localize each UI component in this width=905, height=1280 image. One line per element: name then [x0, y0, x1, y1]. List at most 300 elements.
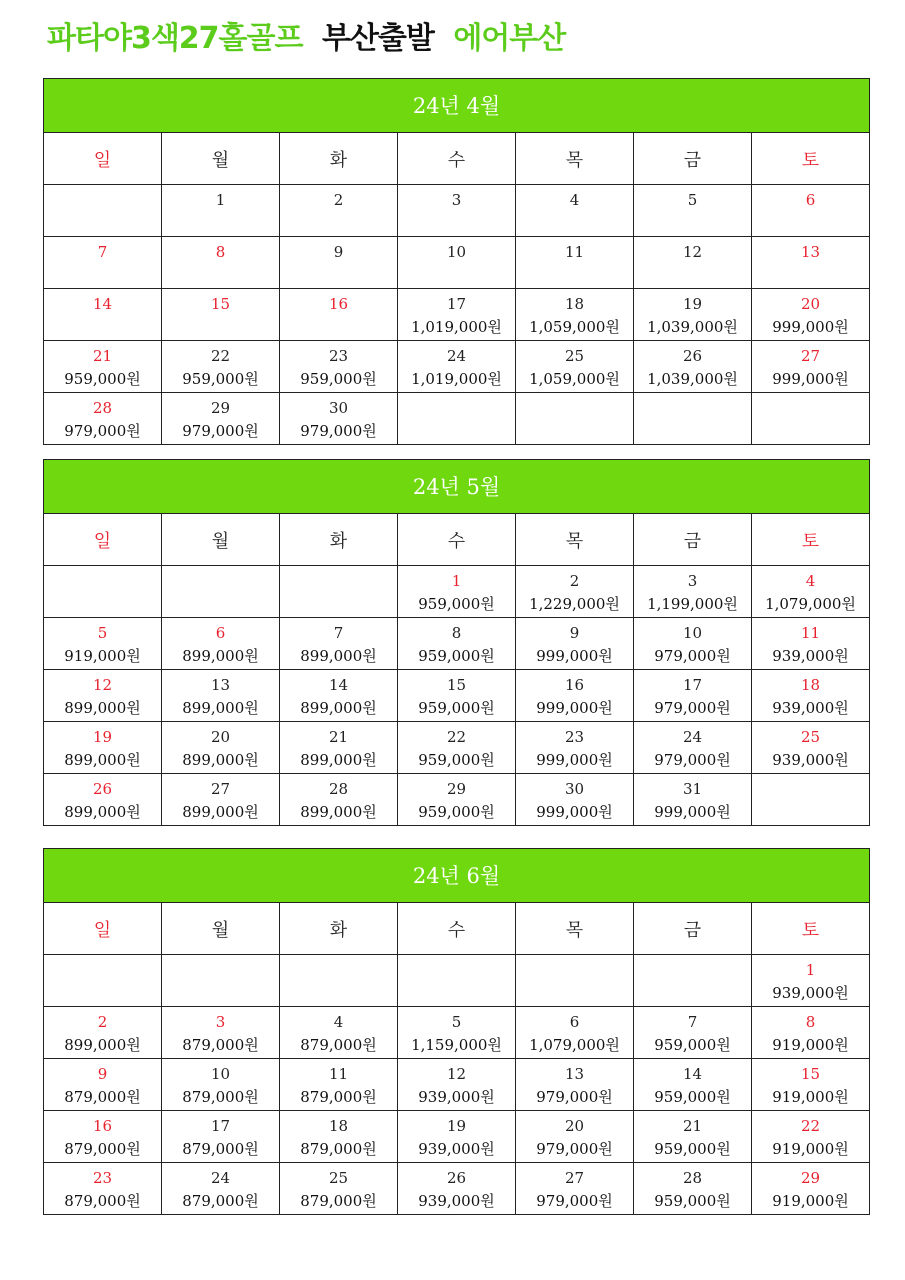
day-cell	[752, 774, 870, 826]
day-number: 27	[800, 347, 821, 365]
day-number: 21	[92, 347, 113, 365]
day-number: 3	[451, 191, 462, 209]
day-price: 959,000원	[418, 751, 495, 769]
day-cell	[634, 566, 752, 618]
week-row	[44, 289, 870, 341]
day-cell	[516, 289, 634, 341]
day-price: 879,000원	[182, 1192, 259, 1210]
weekday-cell: 일	[44, 514, 162, 566]
day-price: 899,000원	[64, 803, 141, 821]
day-price: 939,000원	[772, 699, 849, 717]
day-number: 25	[328, 1169, 349, 1187]
day-cell	[162, 618, 280, 670]
day-cell	[398, 1111, 516, 1163]
day-cell	[44, 237, 162, 289]
day-number: 5	[451, 1013, 462, 1031]
calendar-grid	[43, 513, 870, 826]
day-number: 1	[451, 572, 462, 590]
day-price: 1,039,000원	[647, 318, 738, 336]
day-cell	[280, 566, 398, 618]
week-row	[44, 955, 870, 1007]
day-number: 16	[564, 676, 585, 694]
day-cell	[634, 670, 752, 722]
day-price: 939,000원	[418, 1192, 495, 1210]
day-price: 879,000원	[64, 1192, 141, 1210]
day-price: 1,079,000원	[765, 595, 856, 613]
day-price: 899,000원	[182, 699, 259, 717]
day-number: 16	[92, 1117, 113, 1135]
day-price: 899,000원	[64, 1036, 141, 1054]
weekday-row	[44, 903, 870, 955]
week-row	[44, 566, 870, 618]
day-number: 5	[97, 624, 108, 642]
weekday-cell: 일	[44, 133, 162, 185]
day-cell	[398, 955, 516, 1007]
day-cell	[280, 955, 398, 1007]
day-number: 18	[800, 676, 821, 694]
day-cell	[162, 566, 280, 618]
day-cell	[44, 341, 162, 393]
day-price: 959,000원	[64, 370, 141, 388]
weekday-cell: 수	[398, 903, 516, 955]
day-price: 939,000원	[772, 647, 849, 665]
day-price: 979,000원	[654, 751, 731, 769]
day-cell	[752, 955, 870, 1007]
day-price: 939,000원	[772, 984, 849, 1002]
week-row	[44, 618, 870, 670]
day-cell	[516, 1007, 634, 1059]
day-number: 17	[682, 676, 703, 694]
day-number: 27	[210, 780, 231, 798]
day-number: 18	[564, 295, 585, 313]
day-number: 3	[687, 572, 698, 590]
day-number: 6	[215, 624, 226, 642]
weekday-cell: 토	[752, 514, 870, 566]
week-row	[44, 237, 870, 289]
day-cell	[752, 566, 870, 618]
day-cell	[398, 237, 516, 289]
day-price: 939,000원	[418, 1088, 495, 1106]
day-price: 959,000원	[654, 1036, 731, 1054]
weekday-cell: 화	[280, 514, 398, 566]
day-cell	[162, 1007, 280, 1059]
day-number: 20	[564, 1117, 585, 1135]
day-cell	[752, 722, 870, 774]
day-number: 2	[333, 191, 344, 209]
day-cell	[44, 1111, 162, 1163]
title-airline: 에어부산	[453, 21, 566, 56]
weekday-cell: 월	[162, 903, 280, 955]
day-cell	[162, 393, 280, 445]
day-number: 30	[564, 780, 585, 798]
day-number: 4	[333, 1013, 344, 1031]
day-cell	[398, 1059, 516, 1111]
day-price: 959,000원	[418, 699, 495, 717]
weekday-cell: 목	[516, 903, 634, 955]
day-cell	[44, 722, 162, 774]
weekday-cell: 목	[516, 133, 634, 185]
day-number: 9	[97, 1065, 108, 1083]
day-number: 1	[215, 191, 226, 209]
day-number: 20	[210, 728, 231, 746]
calendar-grid	[43, 902, 870, 1215]
day-cell	[162, 185, 280, 237]
day-number: 15	[210, 295, 231, 313]
day-number: 23	[328, 347, 349, 365]
day-cell	[398, 1163, 516, 1215]
day-cell	[752, 1163, 870, 1215]
day-price: 959,000원	[418, 803, 495, 821]
day-number: 29	[800, 1169, 821, 1187]
week-row	[44, 670, 870, 722]
day-number: 21	[328, 728, 349, 746]
day-number: 25	[564, 347, 585, 365]
day-price: 919,000원	[772, 1088, 849, 1106]
weekday-cell: 수	[398, 133, 516, 185]
day-cell	[634, 722, 752, 774]
day-number: 7	[687, 1013, 698, 1031]
day-number: 27	[564, 1169, 585, 1187]
day-number: 13	[210, 676, 231, 694]
day-cell	[398, 618, 516, 670]
day-cell	[162, 1059, 280, 1111]
day-number: 9	[333, 243, 344, 261]
day-number: 10	[682, 624, 703, 642]
day-number: 23	[92, 1169, 113, 1187]
day-number: 22	[210, 347, 231, 365]
day-price: 879,000원	[182, 1140, 259, 1158]
day-cell	[752, 670, 870, 722]
day-number: 24	[210, 1169, 231, 1187]
day-number: 6	[805, 191, 816, 209]
day-price: 959,000원	[418, 647, 495, 665]
day-cell	[280, 1007, 398, 1059]
day-cell	[162, 955, 280, 1007]
day-number: 22	[446, 728, 467, 746]
day-price: 999,000원	[536, 647, 613, 665]
day-price: 979,000원	[654, 647, 731, 665]
day-price: 979,000원	[64, 422, 141, 440]
day-cell	[280, 618, 398, 670]
day-price: 879,000원	[300, 1140, 377, 1158]
day-cell	[634, 774, 752, 826]
day-price: 1,039,000원	[647, 370, 738, 388]
day-price: 899,000원	[182, 803, 259, 821]
day-price: 879,000원	[64, 1140, 141, 1158]
day-cell	[44, 955, 162, 1007]
weekday-cell: 일	[44, 903, 162, 955]
day-cell	[634, 1007, 752, 1059]
day-cell	[516, 566, 634, 618]
week-row	[44, 1163, 870, 1215]
weekday-row	[44, 514, 870, 566]
day-cell	[44, 1059, 162, 1111]
day-price: 979,000원	[300, 422, 377, 440]
day-number: 10	[210, 1065, 231, 1083]
day-cell	[398, 566, 516, 618]
day-number: 1	[805, 961, 816, 979]
day-price: 979,000원	[654, 699, 731, 717]
day-number: 20	[800, 295, 821, 313]
day-cell	[516, 670, 634, 722]
day-number: 24	[446, 347, 467, 365]
day-number: 11	[328, 1065, 349, 1083]
day-number: 9	[569, 624, 580, 642]
day-cell	[752, 1059, 870, 1111]
day-number: 15	[446, 676, 467, 694]
day-cell	[634, 1059, 752, 1111]
day-number: 29	[446, 780, 467, 798]
day-cell	[516, 1111, 634, 1163]
day-price: 999,000원	[536, 699, 613, 717]
day-price: 919,000원	[772, 1192, 849, 1210]
day-cell	[280, 670, 398, 722]
day-cell	[280, 237, 398, 289]
month-calendar	[43, 78, 870, 445]
day-number: 7	[333, 624, 344, 642]
day-number: 19	[682, 295, 703, 313]
day-number: 12	[92, 676, 113, 694]
week-row	[44, 341, 870, 393]
day-number: 24	[682, 728, 703, 746]
day-number: 31	[682, 780, 703, 798]
day-price: 999,000원	[654, 803, 731, 821]
day-price: 959,000원	[418, 595, 495, 613]
day-number: 8	[805, 1013, 816, 1031]
day-cell	[398, 341, 516, 393]
day-price: 959,000원	[654, 1140, 731, 1158]
day-cell	[752, 289, 870, 341]
weekday-cell: 목	[516, 514, 634, 566]
day-number: 11	[800, 624, 821, 642]
day-cell	[162, 237, 280, 289]
day-price: 999,000원	[772, 318, 849, 336]
day-number: 23	[564, 728, 585, 746]
day-number: 3	[215, 1013, 226, 1031]
day-number: 22	[800, 1117, 821, 1135]
day-number: 28	[328, 780, 349, 798]
day-price: 959,000원	[300, 370, 377, 388]
day-price: 979,000원	[536, 1088, 613, 1106]
day-cell	[44, 1007, 162, 1059]
month-header: 24년 5월	[43, 459, 870, 513]
day-price: 899,000원	[182, 751, 259, 769]
week-row	[44, 393, 870, 445]
day-cell	[162, 289, 280, 341]
day-number: 19	[446, 1117, 467, 1135]
day-cell	[516, 722, 634, 774]
day-price: 899,000원	[300, 699, 377, 717]
day-cell	[280, 1163, 398, 1215]
day-cell	[634, 1163, 752, 1215]
day-price: 1,229,000원	[529, 595, 620, 613]
day-price: 919,000원	[772, 1036, 849, 1054]
day-price: 899,000원	[64, 699, 141, 717]
day-cell	[44, 185, 162, 237]
day-number: 12	[682, 243, 703, 261]
weekday-cell: 수	[398, 514, 516, 566]
week-row	[44, 774, 870, 826]
weekday-cell: 금	[634, 514, 752, 566]
day-cell	[752, 185, 870, 237]
day-price: 939,000원	[418, 1140, 495, 1158]
day-cell	[162, 1163, 280, 1215]
day-number: 30	[328, 399, 349, 417]
day-cell	[634, 1111, 752, 1163]
day-price: 979,000원	[536, 1192, 613, 1210]
day-cell	[634, 955, 752, 1007]
day-cell	[280, 1059, 398, 1111]
week-row	[44, 185, 870, 237]
weekday-cell: 금	[634, 133, 752, 185]
day-cell	[44, 774, 162, 826]
day-number: 8	[215, 243, 226, 261]
day-cell	[752, 341, 870, 393]
week-row	[44, 1111, 870, 1163]
day-price: 919,000원	[64, 647, 141, 665]
day-cell	[398, 722, 516, 774]
day-cell	[280, 289, 398, 341]
day-price: 899,000원	[64, 751, 141, 769]
day-price: 899,000원	[300, 751, 377, 769]
day-cell	[752, 393, 870, 445]
day-cell	[752, 1007, 870, 1059]
day-number: 14	[328, 676, 349, 694]
day-price: 1,059,000원	[529, 370, 620, 388]
day-price: 979,000원	[536, 1140, 613, 1158]
day-price: 879,000원	[300, 1036, 377, 1054]
week-row	[44, 722, 870, 774]
day-cell	[634, 618, 752, 670]
day-number: 26	[682, 347, 703, 365]
day-price: 879,000원	[182, 1088, 259, 1106]
day-number: 25	[800, 728, 821, 746]
day-number: 17	[446, 295, 467, 313]
day-number: 4	[805, 572, 816, 590]
day-cell	[398, 185, 516, 237]
day-price: 1,059,000원	[529, 318, 620, 336]
day-cell	[398, 670, 516, 722]
day-number: 7	[97, 243, 108, 261]
day-number: 18	[328, 1117, 349, 1135]
day-cell	[44, 289, 162, 341]
title-departure: 부산출발	[321, 21, 434, 56]
day-price: 959,000원	[182, 370, 259, 388]
day-price: 999,000원	[536, 803, 613, 821]
day-cell	[280, 722, 398, 774]
day-cell	[398, 1007, 516, 1059]
weekday-cell: 금	[634, 903, 752, 955]
month-header: 24년 4월	[43, 78, 870, 132]
day-price: 999,000원	[772, 370, 849, 388]
day-number: 26	[446, 1169, 467, 1187]
day-cell	[634, 185, 752, 237]
day-cell	[752, 237, 870, 289]
day-price: 939,000원	[772, 751, 849, 769]
day-cell	[634, 393, 752, 445]
week-row	[44, 1059, 870, 1111]
day-cell	[752, 1111, 870, 1163]
day-price: 919,000원	[772, 1140, 849, 1158]
day-number: 17	[210, 1117, 231, 1135]
day-cell	[162, 722, 280, 774]
day-cell	[634, 237, 752, 289]
day-price: 879,000원	[64, 1088, 141, 1106]
day-number: 4	[569, 191, 580, 209]
weekday-cell: 화	[280, 903, 398, 955]
day-cell	[398, 289, 516, 341]
day-number: 6	[569, 1013, 580, 1031]
day-number: 16	[328, 295, 349, 313]
day-cell	[44, 618, 162, 670]
day-number: 2	[569, 572, 580, 590]
day-number: 13	[800, 243, 821, 261]
month-header: 24년 6월	[43, 848, 870, 902]
day-cell	[162, 670, 280, 722]
day-cell	[752, 618, 870, 670]
day-cell	[634, 341, 752, 393]
weekday-cell: 월	[162, 133, 280, 185]
day-price: 999,000원	[536, 751, 613, 769]
day-number: 14	[682, 1065, 703, 1083]
title-product: 파타야3색27홀골프	[47, 21, 303, 56]
day-number: 26	[92, 780, 113, 798]
day-number: 10	[446, 243, 467, 261]
day-price: 1,079,000원	[529, 1036, 620, 1054]
calendar-grid	[43, 132, 870, 445]
day-cell	[44, 670, 162, 722]
weekday-cell: 월	[162, 514, 280, 566]
day-price: 959,000원	[654, 1088, 731, 1106]
day-number: 5	[687, 191, 698, 209]
day-number: 14	[92, 295, 113, 313]
day-cell	[516, 774, 634, 826]
day-number: 28	[682, 1169, 703, 1187]
weekday-cell: 화	[280, 133, 398, 185]
day-price: 959,000원	[654, 1192, 731, 1210]
day-number: 19	[92, 728, 113, 746]
week-row	[44, 1007, 870, 1059]
day-cell	[516, 185, 634, 237]
weekday-cell: 토	[752, 903, 870, 955]
weekday-cell: 토	[752, 133, 870, 185]
day-cell	[162, 341, 280, 393]
day-cell	[634, 289, 752, 341]
day-cell	[516, 1059, 634, 1111]
day-price: 1,019,000원	[411, 370, 502, 388]
page-title	[47, 18, 575, 60]
day-price: 1,159,000원	[411, 1036, 502, 1054]
day-cell	[280, 1111, 398, 1163]
day-number: 2	[97, 1013, 108, 1031]
day-price: 1,199,000원	[647, 595, 738, 613]
day-price: 899,000원	[300, 803, 377, 821]
day-number: 8	[451, 624, 462, 642]
day-cell	[398, 393, 516, 445]
day-cell	[398, 774, 516, 826]
month-calendar	[43, 459, 870, 826]
day-number: 13	[564, 1065, 585, 1083]
month-calendar	[43, 848, 870, 1215]
day-cell	[516, 393, 634, 445]
day-price: 979,000원	[182, 422, 259, 440]
day-price: 879,000원	[182, 1036, 259, 1054]
day-cell	[516, 237, 634, 289]
day-cell	[516, 1163, 634, 1215]
day-number: 29	[210, 399, 231, 417]
day-price: 879,000원	[300, 1192, 377, 1210]
weekday-row	[44, 133, 870, 185]
